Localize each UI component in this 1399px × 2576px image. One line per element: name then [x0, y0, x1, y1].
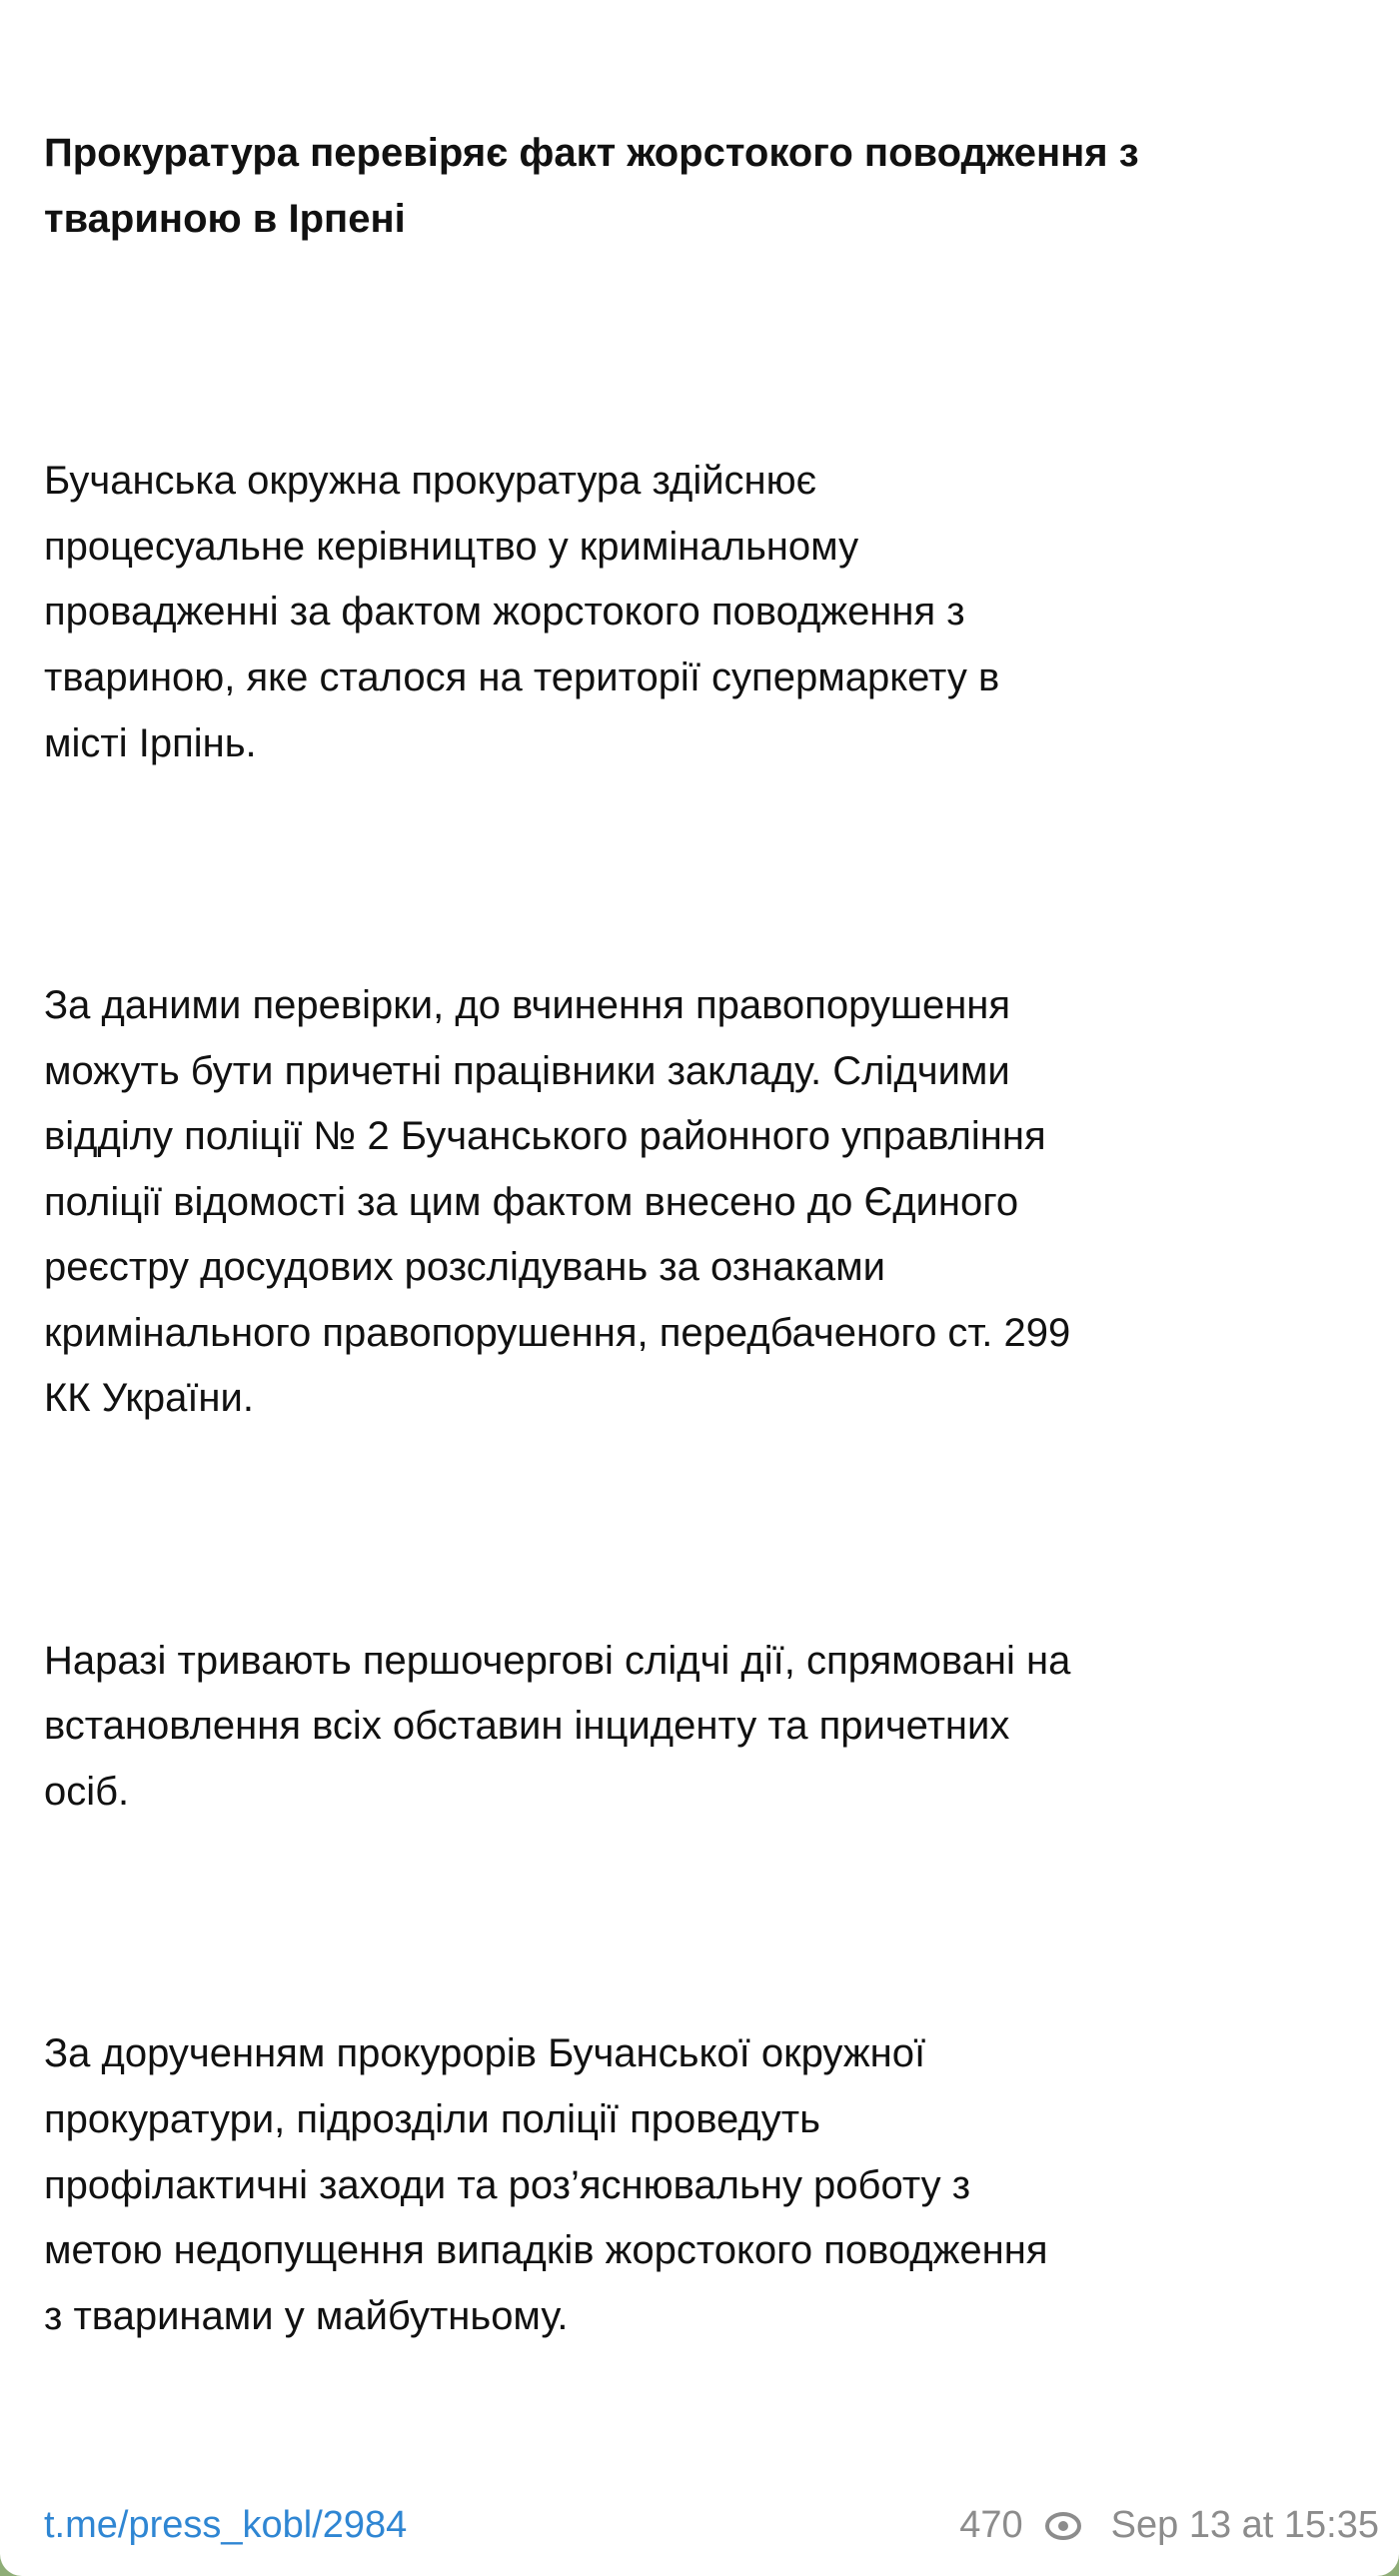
paragraph-3: Наразі тривають першочергові слідчі дії, спрямовані на встановлення всіх обставин інциденту та причетних осіб.: [44, 1638, 1071, 1815]
post-title: Прокуратура перевіряє факт жорстокого поводження з твариною в Ірпені: [44, 131, 1139, 241]
paragraph-4: За дорученням прокурорів Бучанської окружної прокуратури, підрозділи поліції проведуть профілактичні заходи та роз’яснювальну роботу з метою недопущення випадків жорстокого поводження з тваринами у майбутньому.: [44, 2031, 1048, 2338]
message-meta: [959, 2504, 1379, 2547]
message-footer: [44, 2496, 1379, 2556]
message-text: [44, 0, 1379, 2481]
paragraph-2: За даними перевірки, до вчинення правопорушення можуть бути причетні працівники закладу. Слідчими відділу поліції № 2 Бучанського районного управління поліції відомості за цим фактом внесено до Єдиного реєстру досудових розслідувань за ознаками кримінального правопорушення, передбаченого ст. 299 КК України.: [44, 982, 1071, 1421]
eye-icon: [1043, 2506, 1083, 2546]
paragraph-1: Бучанська окружна прокуратура здійснює процесуальне керівництво у кримінальному провадженні за фактом жорстокого поводження з твариною, яке сталося на території супермаркету в місті Ірпінь.: [44, 459, 1000, 765]
timestamp: Sep 13 at 15:35: [1110, 2504, 1379, 2547]
post-link[interactable]: t.me/press_kobl/2984: [44, 2504, 408, 2547]
view-count: 470: [959, 2504, 1023, 2547]
